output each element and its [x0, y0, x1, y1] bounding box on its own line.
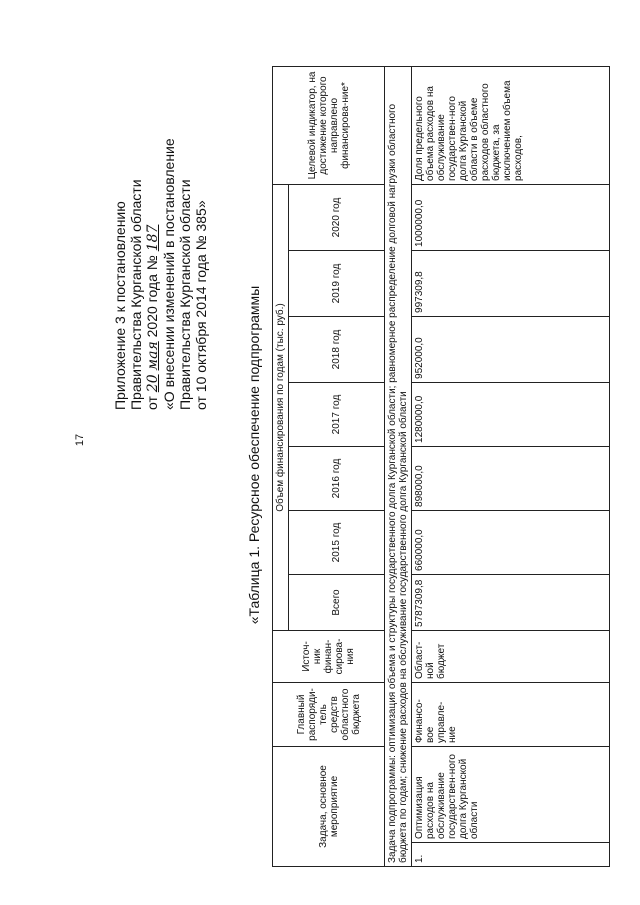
- appendix-line-3: [144, 50, 161, 410]
- row-value-2016: 898000,0: [412, 446, 610, 510]
- row-value-2018: 952000,0: [412, 316, 610, 382]
- appendix-date-day: 20: [145, 374, 161, 393]
- resource-table: [272, 66, 610, 867]
- header-year-2016: 2016 год: [289, 446, 385, 510]
- row-value-2020: 1000000,0: [412, 184, 610, 250]
- header-total: Всего: [289, 574, 385, 630]
- header-year-2020: 2020 год: [289, 184, 385, 250]
- appendix-line-5: Правительства Курганской области: [177, 179, 193, 410]
- row-value-2017: 1280000,0: [412, 382, 610, 446]
- header-year-2018: 2018 год: [289, 316, 385, 382]
- header-task: Задача, основное мероприятие: [273, 746, 385, 866]
- header-manager: Главный распоряди-тель средств областного бюджета: [273, 682, 385, 746]
- row-activity: Оптимизация расходов на обслуживание государствен-ного долга Курганской области: [412, 746, 610, 842]
- header-year-2017: 2017 год: [289, 382, 385, 446]
- row-value-2015: 660000,0: [412, 510, 610, 574]
- header-volume-group: Объем финансирования по годам (тыс. руб.): [273, 184, 289, 630]
- appendix-line-2: Правительства Курганской области: [128, 179, 144, 410]
- appendix-line-1: Приложение 3 к постановлению: [112, 201, 128, 410]
- header-indicator: Целевой индикатор, на достижение которого направлено финансирова-ние*: [273, 66, 385, 184]
- appendix-header: [112, 50, 209, 410]
- header-source: Источ-ник финан-сирова-ния: [273, 630, 385, 682]
- row-manager: Финансо-вое управле-ние: [412, 682, 610, 746]
- appendix-decree-number: 187: [145, 224, 161, 252]
- appendix-line-4: «О внесении изменений в постановление: [161, 138, 177, 410]
- row-source: Област-ной бюджет: [412, 630, 610, 682]
- appendix-date-year: 2020 года №: [144, 255, 160, 338]
- page-number: 17: [74, 433, 86, 447]
- header-year-2015: 2015 год: [289, 510, 385, 574]
- appendix-line-6: от 10 октября 2014 года № 385»: [193, 200, 209, 410]
- table-title: «Таблица 1. Ресурсное обеспечение подпрограммы: [246, 285, 262, 625]
- row-indicator: Доля предельного объема расходов на обслуживание государствен-ного долга Курганской области в объеме расходов областного бюджета, за исключением объема расходов,: [412, 66, 610, 184]
- appendix-date-month: мая: [145, 341, 161, 371]
- header-year-2019: 2019 год: [289, 250, 385, 316]
- row-value-2019: 997309,8: [412, 250, 610, 316]
- task-description: Задача подпрограммы: оптимизация объема и структуры государственного долга Курганской области; равномерное распределение долговой нагрузки областного бюджета по годам; снижение расходов на обслуживание государственного долга Курганской области: [385, 66, 412, 866]
- row-number: 1.: [412, 843, 610, 867]
- appendix-date-prefix: от: [144, 396, 160, 410]
- row-total: 5787309,8: [412, 574, 610, 630]
